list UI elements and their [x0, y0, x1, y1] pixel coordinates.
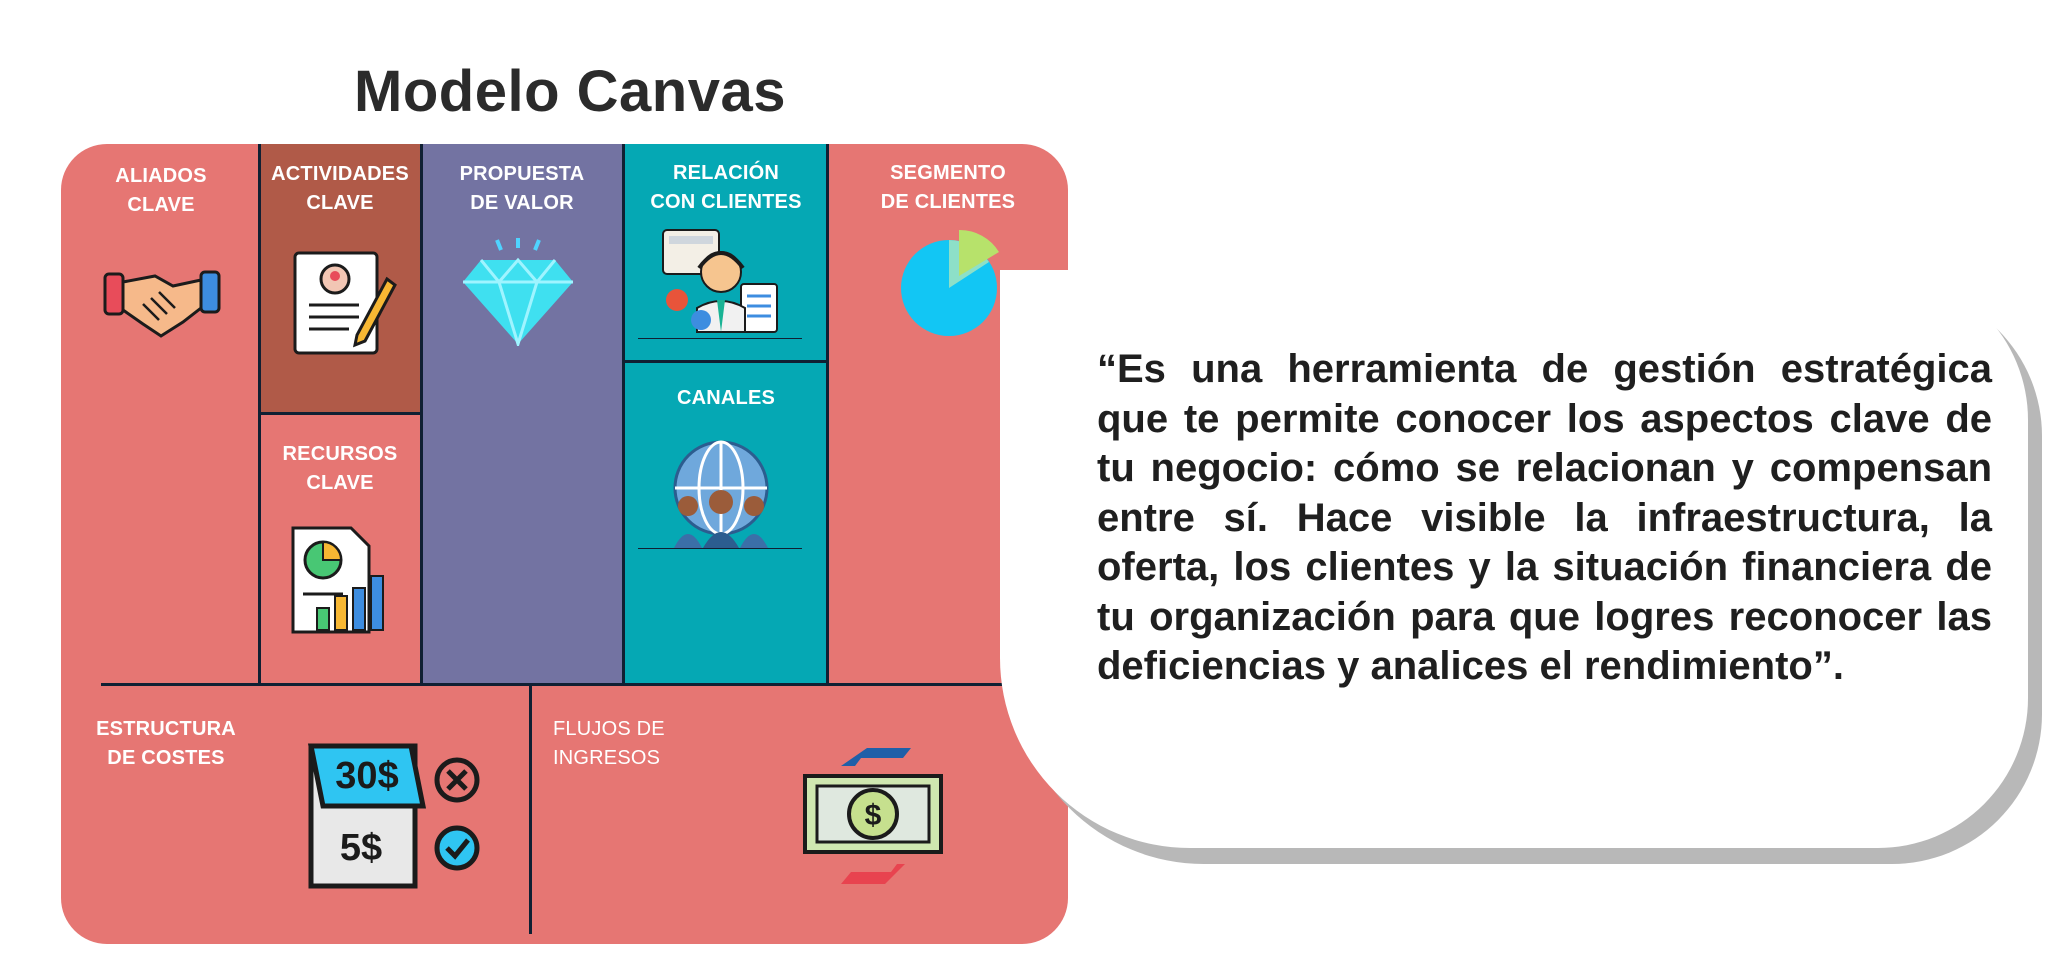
definition-quote: “Es una herramienta de gestión estratégica que te permite conocer los aspectos clave de tu negocio: cómo se relacionan y compensan entre sí. Hace visible la infraestructura, la oferta, los clientes y la situación financiera de tu organización para que logres reconocer las deficiencias y analices el rendimiento”.: [1097, 347, 1992, 688]
price-low: 5$: [339, 827, 383, 869]
divider-actividades: [420, 144, 423, 686]
svg-text:$: $: [864, 799, 882, 832]
divider-canales: [624, 360, 828, 363]
divider-aliados: [258, 144, 261, 686]
divider-relacion: [826, 144, 829, 686]
block-propuesta-de-valor: [422, 144, 622, 684]
label-actividades-clave: ACTIVIDADES CLAVE: [271, 163, 409, 214]
label-segmento-de-clientes: SEGMENTO DE CLIENTES: [880, 162, 1016, 213]
label-estructura-de-costes: ESTRUCTURA DE COSTES: [96, 718, 236, 769]
pie-chart-icon: [895, 228, 1007, 340]
support-agent-icon: [661, 228, 781, 338]
money-exchange-icon: [801, 746, 951, 886]
underline-relacion: [638, 338, 802, 339]
page-title: Modelo Canvas: [354, 59, 786, 124]
block-relacion-canales: [624, 144, 828, 684]
label-relacion-con-clientes: RELACIÓN CON CLIENTES: [650, 162, 802, 213]
price-high: 30$: [335, 755, 399, 797]
business-model-canvas: [61, 144, 1068, 944]
label-flujos-de-ingresos: FLUJOS DE INGRESOS: [553, 718, 665, 769]
price-list-icon: [307, 742, 487, 890]
handshake-icon: [103, 264, 223, 344]
label-propuesta-de-valor: PROPUESTA DE VALOR: [459, 163, 585, 214]
divider-horizontal: [101, 683, 1033, 686]
label-recursos-clave: RECURSOS CLAVE: [282, 443, 398, 494]
divider-recursos: [260, 412, 422, 415]
report-chart-icon: [287, 524, 399, 636]
diamond-icon: [459, 236, 577, 346]
document-pencil-icon: [289, 249, 399, 359]
divider-propuesta: [622, 144, 625, 686]
divider-costes: [529, 684, 532, 934]
globe-people-icon: [666, 440, 776, 550]
label-aliados-clave: ALIADOS CLAVE: [115, 165, 207, 216]
label-canales: CANALES: [676, 387, 776, 409]
